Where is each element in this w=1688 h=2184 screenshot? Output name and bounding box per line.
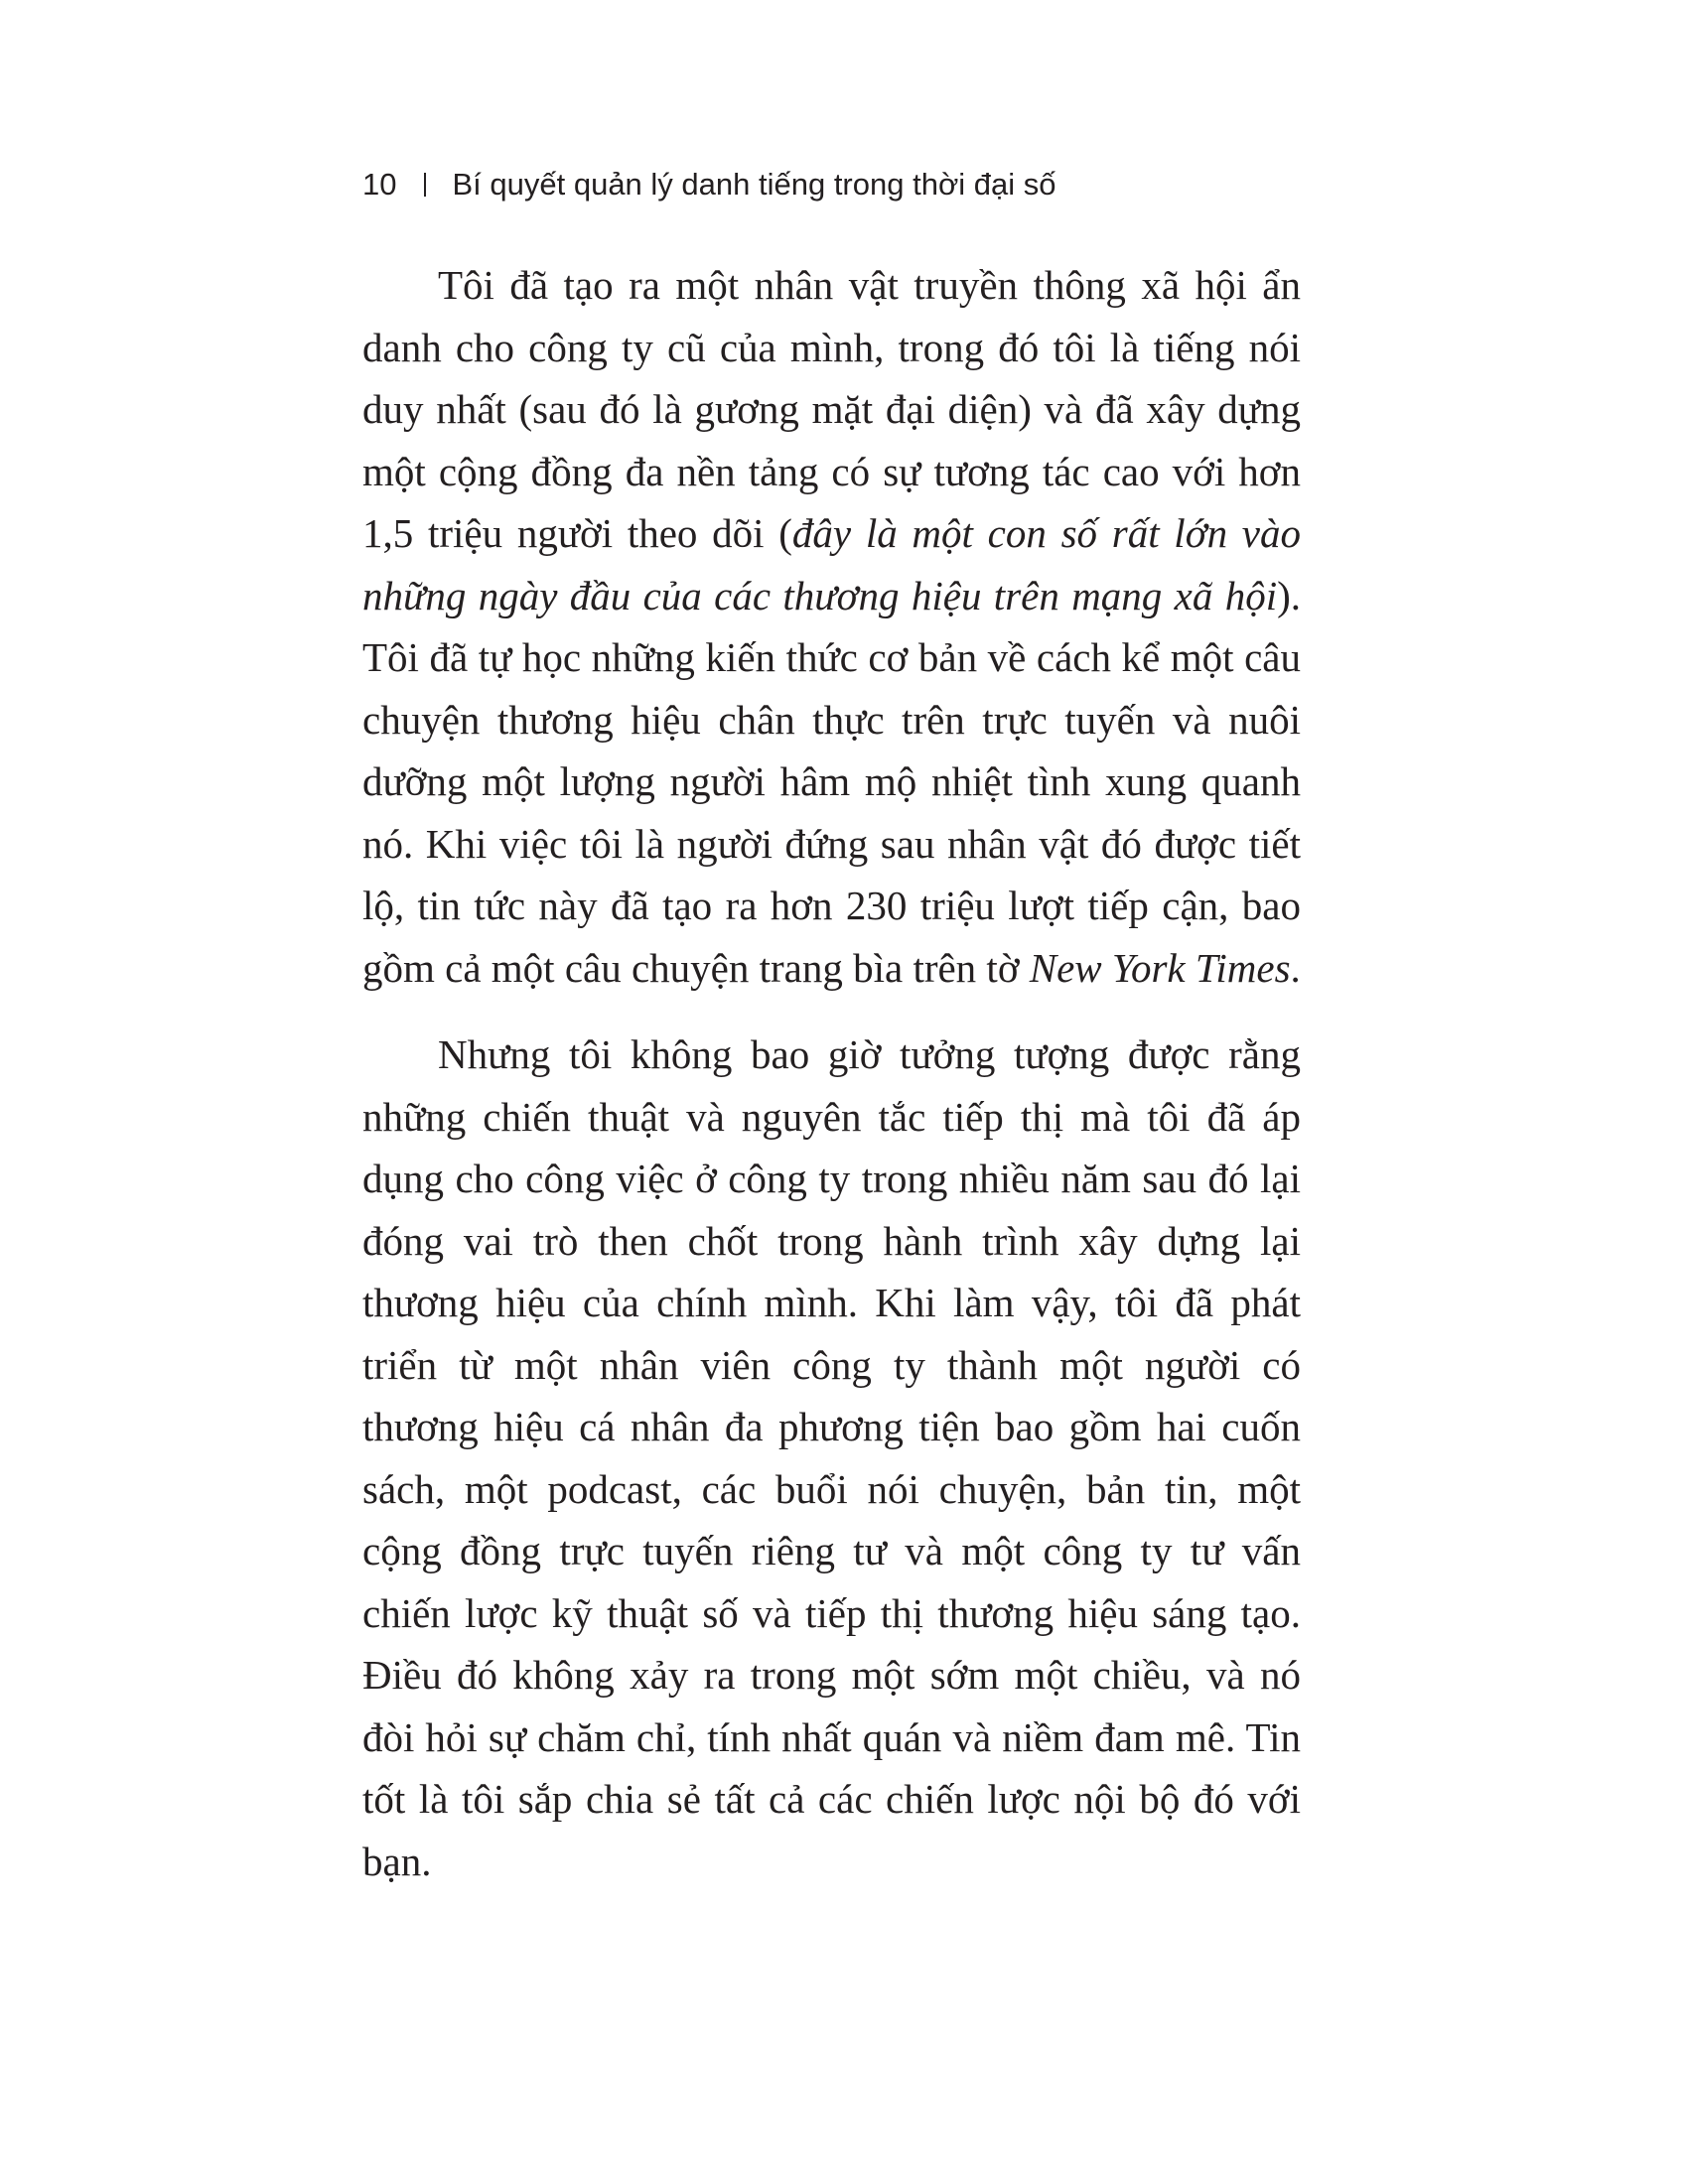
running-title: Bí quyết quản lý danh tiếng trong thời đại số <box>452 167 1056 202</box>
paragraph-1 <box>362 254 1301 999</box>
running-header <box>362 163 1355 206</box>
header-separator <box>424 173 426 197</box>
body-text <box>362 254 1301 1917</box>
publication-name: New York Times <box>1029 944 1291 991</box>
page-number: 10 <box>362 167 397 202</box>
paragraph-2: Nhưng tôi không bao giờ tưởng tượng được rằng những chiến thuật và nguyên tắc tiếp thị mà tôi đã áp dụng cho công việc ở công ty trong nhiều năm sau đó lại đóng vai trò then chốt trong hành trình xây dựng lại thương hiệu của chính mình. Khi làm vậy, tôi đã phát triển từ một nhân viên công ty thành một người có thương hiệu cá nhân đa phương tiện bao gồm hai cuốn sách, một podcast, các buổi nói chuyện, bản tin, một cộng đồng trực tuyến riêng tư và một công ty tư vấn chiến lược kỹ thuật số và tiếp thị thương hiệu sáng tạo. Điều đó không xảy ra trong một sớm một chiều, và nó đòi hỏi sự chăm chỉ, tính nhất quán và niềm đam mê. Tin tốt là tôi sắp chia sẻ tất cả các chiến lược nội bộ đó với bạn. <box>362 1031 1301 1884</box>
paragraph-1-text-a: Tôi đã tạo ra một nhân vật truyền thông xã hội ẩn danh cho công ty cũ của mình, trong đó tôi là tiếng nói duy nhất (sau đó là gương mặt đại diện) và đã xây dựng một cộng đồng đa nền tảng có sự tương tác cao với hơn 1,5 triệu người theo dõi ( <box>362 262 1301 556</box>
paragraph-1-text-c: . <box>1290 944 1301 991</box>
paragraph-1-text-b: ). Tôi đã tự học những kiến thức cơ bản về cách kể một câu chuyện thương hiệu chân thực trên trực tuyến và nuôi dưỡng một lượng người hâm mộ nhiệt tình xung quanh nó. Khi việc tôi là người đứng sau nhân vật đó được tiết lộ, tin tức này đã tạo ra hơn 230 triệu lượt tiếp cận, bao gồm cả một câu chuyện trang bìa trên tờ <box>362 572 1301 991</box>
paragraph-1-italic-aside: đây là một con số rất lớn vào những ngày đầu của các thương hiệu trên mạng xã hội <box>362 510 1301 618</box>
